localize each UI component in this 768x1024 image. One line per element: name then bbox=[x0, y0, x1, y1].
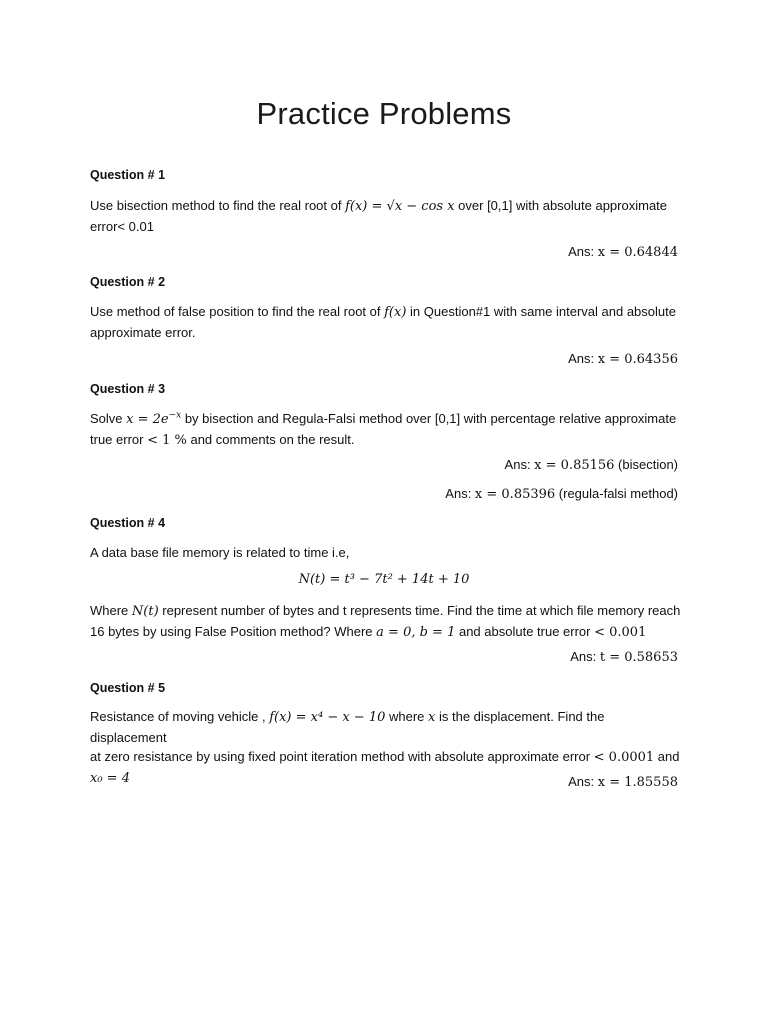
question-2-answer bbox=[568, 351, 678, 367]
q2-ans-math: x = 0.64356 bbox=[597, 352, 678, 367]
q4-ans-math: t = 0.58653 bbox=[599, 650, 678, 665]
q2-text-c: approximate error. bbox=[90, 324, 196, 340]
q2-text-a: Use method of false position to find the real root of bbox=[90, 304, 385, 319]
question-3-answer-regula-falsi bbox=[445, 486, 678, 502]
q4-ans-label: Ans: bbox=[570, 649, 600, 664]
question-2-text bbox=[90, 302, 682, 342]
question-3-answer-bisection bbox=[505, 457, 678, 473]
question-4-equation: N(t) = t³ − 7t² + 14t + 10 bbox=[298, 572, 470, 587]
question-5-answer bbox=[568, 774, 678, 790]
q3-ans2-label: Ans: bbox=[445, 486, 475, 501]
q5-text-b1: at zero resistance by using fixed point iteration method with absolute approximate error bbox=[90, 749, 594, 764]
q5-math-x: x bbox=[428, 710, 436, 725]
q5-text-a3: is the displacement. Find the displacement bbox=[90, 709, 605, 745]
q3-math-eq: x = 2e bbox=[126, 412, 169, 427]
q3-text-c: true error bbox=[90, 431, 148, 447]
q3-ans2-note: (regula-falsi method) bbox=[555, 486, 678, 501]
question-4-answer bbox=[570, 649, 678, 665]
q4-text-b1: Where bbox=[90, 603, 132, 618]
question-1-answer bbox=[568, 244, 678, 260]
q2-ans-label: Ans: bbox=[568, 351, 598, 366]
question-3-text bbox=[90, 409, 682, 450]
q1-text-c: error< 0.01 bbox=[90, 218, 154, 234]
question-4-heading: Question # 4 bbox=[90, 516, 166, 530]
q2-text-b: in Question#1 with same interval and absolute bbox=[406, 304, 676, 319]
q3-text-b: by bisection and Regula-Falsi method over [0,1] with percentage relative approximate bbox=[181, 411, 677, 426]
q5-text-b2: and bbox=[654, 749, 680, 764]
q5-ans-math: x = 1.85558 bbox=[597, 775, 678, 790]
q3-ans1-label: Ans: bbox=[504, 457, 535, 472]
q4-text-b2: represent number of bytes and t represents time. Find the time at which file memory reach bbox=[158, 603, 681, 618]
q3-math-lt: < 1 % bbox=[147, 432, 187, 448]
page-title: Practice Problems bbox=[256, 96, 512, 131]
question-3-heading: Question # 3 bbox=[90, 382, 166, 396]
q5-math-err: < 0.0001 bbox=[593, 750, 655, 765]
q5-text-a1: Resistance of moving vehicle , bbox=[90, 709, 270, 724]
q5-math-x0: x₀ = 4 bbox=[90, 770, 130, 786]
q1-ans-label: Ans: bbox=[568, 244, 598, 259]
question-4-text bbox=[90, 601, 682, 642]
q1-text-a: Use bisection method to find the real root of bbox=[90, 198, 346, 213]
question-2-heading: Question # 2 bbox=[90, 275, 166, 289]
q3-math-exp: −x bbox=[168, 410, 182, 421]
q4-math-ab: a = 0, b = 1 bbox=[376, 624, 456, 640]
q4-text-c2: and absolute true error bbox=[455, 623, 595, 639]
question-4-intro: A data base file memory is related to time i.e, bbox=[90, 545, 350, 560]
question-1-heading: Question # 1 bbox=[90, 168, 166, 182]
q5-ans-label: Ans: bbox=[568, 774, 598, 789]
q2-math-fx: f(x) bbox=[384, 305, 407, 320]
q3-text-d: and comments on the result. bbox=[186, 431, 355, 447]
question-5-heading: Question # 5 bbox=[90, 681, 166, 695]
q4-math-nt: N(t) bbox=[131, 604, 159, 619]
q3-text-a: Solve bbox=[90, 411, 127, 426]
q4-text-c1: 16 bytes by using False Position method? Where bbox=[90, 623, 377, 639]
q5-math-fx: f(x) = x⁴ − x − 10 bbox=[269, 710, 386, 725]
q4-math-err: < 0.001 bbox=[594, 624, 647, 640]
q3-ans2-math: x = 0.85396 bbox=[474, 487, 556, 502]
q3-ans1-math: x = 0.85156 bbox=[534, 458, 615, 473]
question-1-text bbox=[90, 196, 682, 236]
q1-math-fx: f(x) = √x − cos x bbox=[345, 199, 455, 214]
q1-text-b: over [0,1] with absolute approximate bbox=[454, 198, 668, 213]
q1-ans-math: x = 0.64844 bbox=[597, 245, 678, 260]
q3-ans1-note: (bisection) bbox=[614, 457, 678, 472]
q5-text-a2: where bbox=[385, 709, 429, 724]
